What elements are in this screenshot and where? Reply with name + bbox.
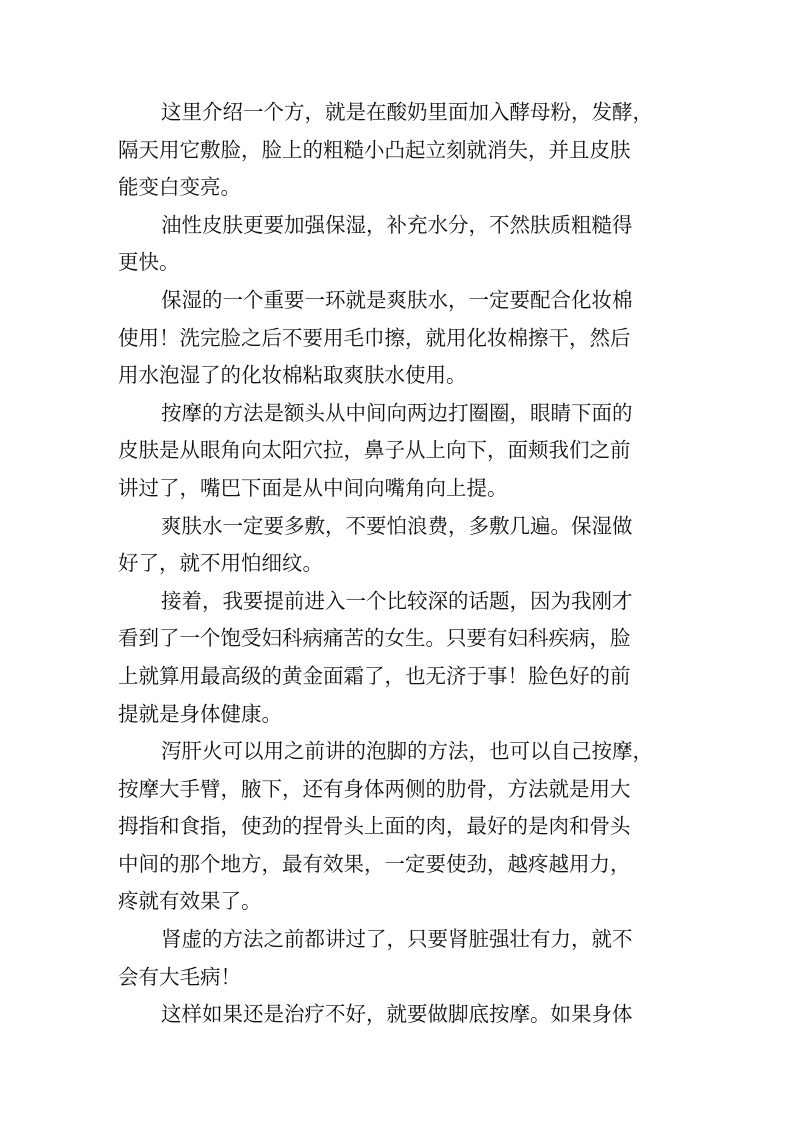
text-line-25: 这样如果还是治疗不好，就要做脚底按摩。如果身体 — [161, 1002, 633, 1027]
text-line-20: 拇指和食指，使劲的捏骨头上面的肉，最好的是肉和骨头 — [118, 814, 631, 839]
text-line-7: 使用！洗完脸之后不要用毛巾擦，就用化妆棉擦干，然后 — [118, 325, 631, 350]
text-line-8: 用水泡湿了的化妆棉粘取爽肤水使用。 — [118, 363, 467, 388]
text-line-10: 皮肤是从眼角向太阳穴拉，鼻子从上向下，面颊我们之前 — [118, 438, 631, 463]
text-line-1: 这里介绍一个方，就是在酸奶里面加入酵母粉，发酵， — [161, 100, 653, 124]
text-line-3: 能变白变亮。 — [118, 175, 241, 200]
text-line-11: 讲过了，嘴巴下面是从中间向嘴角向上提。 — [118, 475, 508, 500]
text-line-21: 中间的那个地方，最有效果，一定要使劲，越疼越用力， — [118, 851, 631, 876]
text-line-13: 好了，就不用怕细纹。 — [118, 551, 323, 576]
text-line-6: 保湿的一个重要一环就是爽肤水，一定要配合化妆棉 — [161, 287, 633, 312]
text-line-18: 泻肝火可以用之前讲的泡脚的方法，也可以自己按摩， — [161, 739, 653, 764]
text-line-16: 上就算用最高级的黄金面霜了，也无济于事！脸色好的前 — [118, 663, 631, 688]
text-line-22: 疼就有效果了。 — [118, 889, 262, 914]
text-line-12: 爽肤水一定要多敷，不要怕浪费，多敷几遍。保湿做 — [161, 513, 633, 538]
text-line-17: 提就是身体健康。 — [118, 701, 282, 726]
text-line-24: 会有大毛病！ — [118, 964, 241, 989]
text-line-14: 接着，我要提前进入一个比较深的话题，因为我刚才 — [161, 588, 633, 613]
document-body — [118, 94, 698, 1034]
text-line-23: 肾虚的方法之前都讲过了，只要肾脏强壮有力，就不 — [161, 927, 633, 952]
text-line-4: 油性皮肤更要加强保湿，补充水分，不然肤质粗糙得 — [161, 212, 633, 237]
text-line-9: 按摩的方法是额头从中间向两边打圈圈，眼睛下面的 — [161, 400, 633, 425]
text-line-5: 更快。 — [118, 250, 180, 275]
text-line-15: 看到了一个饱受妇科病痛苦的女生。只要有妇科疾病，脸 — [118, 626, 631, 651]
text-line-19: 按摩大手臂，腋下，还有身体两侧的肋骨，方法就是用大 — [118, 776, 631, 801]
text-line-2: 隔天用它敷脸，脸上的粗糙小凸起立刻就消失，并且皮肤 — [118, 137, 631, 162]
